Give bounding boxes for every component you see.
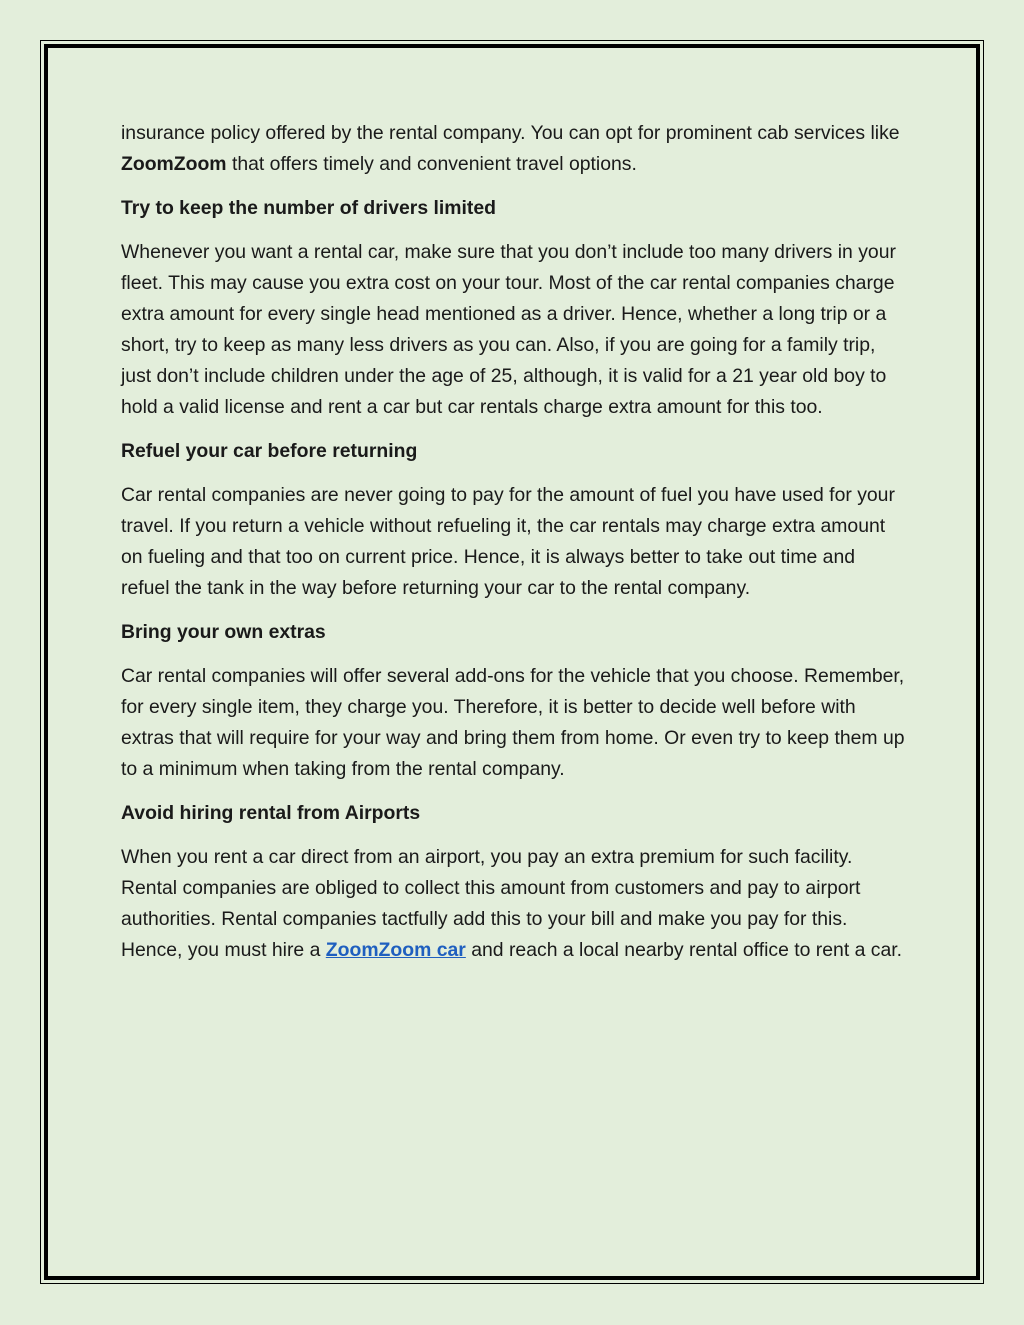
section-heading-refuel: Refuel your car before returning [121, 440, 418, 462]
intro-paragraph [121, 118, 906, 180]
airports-text-end: and reach a local nearby rental office to rent a car. [465, 939, 903, 961]
section-body-extras: Car rental companies will offer several add-ons for the vehicle that you choose. Remember, for every single item, they charge you. Therefore, it is better to decide well before with extras that will require for your way and bring them from home. Or even try to keep them up to a minimum when taking from the rental company. [121, 665, 905, 780]
brand-name: ZoomZoom [121, 153, 227, 175]
section-heading-airports: Avoid hiring rental from Airports [121, 802, 421, 824]
section-body-airports [121, 842, 906, 966]
airports-text-start: When you rent a car direct from an airport, you pay an extra premium for such facility. Rental companies are obliged to collect this amount from customers and pay to airport authorities. Rental companies tactfully add this to your bill and make you pay for this. Hence, you must hire a [121, 846, 861, 961]
intro-text-end: that offers timely and convenient travel options. [226, 153, 637, 175]
section-body-drivers: Whenever you want a rental car, make sure that you don’t include too many drivers in your fleet. This may cause you extra cost on your tour. Most of the car rental companies charge extra amount for every single head mentioned as a driver. Hence, whether a long trip or a short, try to keep as many less drivers as you can. Also, if you are going for a family trip, just don’t include children under the age of 25, although, it is valid for a 21 year old boy to hold a valid license and rent a car but car rentals charge extra amount for this too. [121, 241, 896, 418]
section-body-refuel: Car rental companies are never going to pay for the amount of fuel you have used for your travel. If you return a vehicle without refueling it, the car rentals may charge extra amount on fueling and that too on current price. Hence, it is always better to take out time and refuel the tank in the way before returning your car to the rental company. [121, 484, 895, 599]
section-heading-drivers: Try to keep the number of drivers limited [121, 197, 496, 219]
section-heading-extras: Bring your own extras [121, 621, 326, 643]
document-body [121, 118, 906, 966]
intro-text-start: insurance policy offered by the rental company. You can opt for prominent cab services like [121, 122, 900, 144]
zoomzoom-car-link[interactable]: ZoomZoom car [325, 939, 466, 961]
